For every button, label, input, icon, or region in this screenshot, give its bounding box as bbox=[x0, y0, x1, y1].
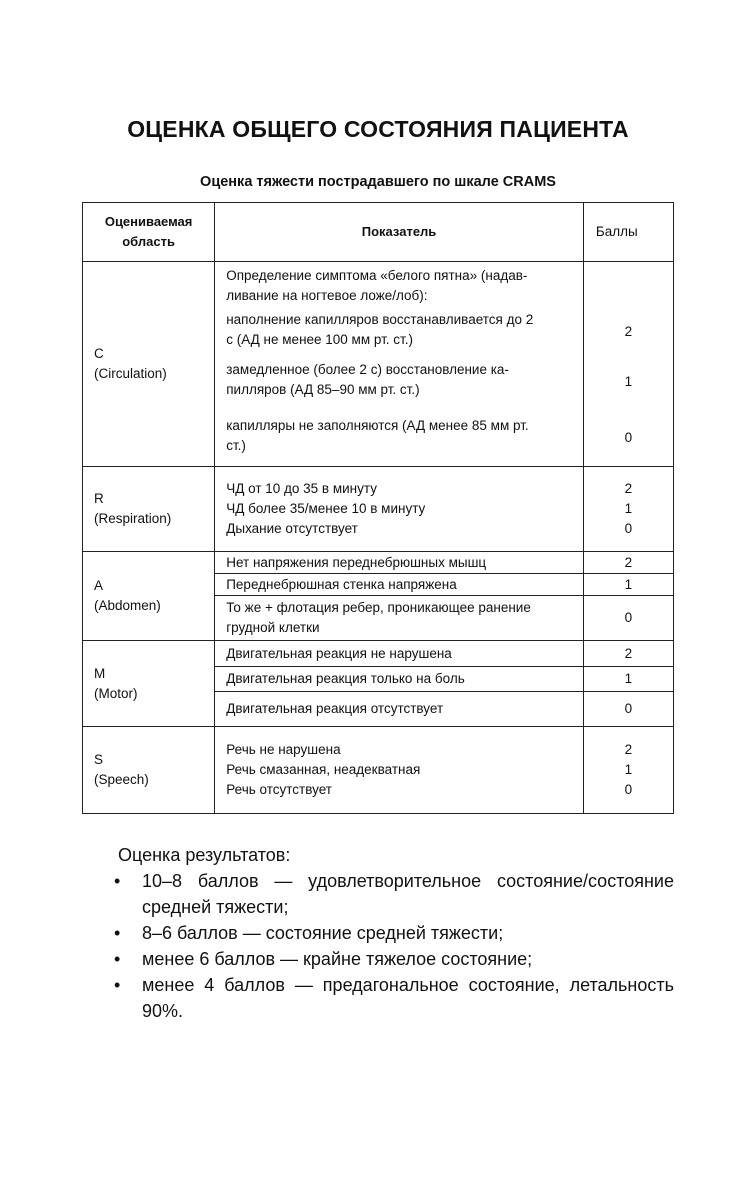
list-item-text: менее 6 баллов — крайне тяжелое состояние; bbox=[142, 949, 533, 969]
indicator-item: Речь отсутствует bbox=[226, 782, 332, 797]
indicator-respiration bbox=[215, 467, 584, 552]
header-area-line2: область bbox=[122, 234, 175, 249]
points-value: 1 bbox=[624, 762, 633, 777]
header-area bbox=[83, 203, 215, 262]
table-row-circulation bbox=[83, 262, 674, 467]
list-item-text: 8–6 баллов — состояние средней тяжести; bbox=[142, 923, 504, 943]
list-item bbox=[114, 972, 674, 1024]
bullet-icon: • bbox=[114, 975, 121, 995]
area-letter: A bbox=[94, 578, 104, 593]
indicator-item: ЧД более 35/менее 10 в минуту bbox=[226, 501, 426, 516]
points-value: 2 bbox=[583, 641, 673, 667]
list-item-text: 10–8 баллов — удовлетворительное состояние/состояние средней тяжести; bbox=[142, 871, 674, 917]
page-title: ОЦЕНКА ОБЩЕГО СОСТОЯНИЯ ПАЦИЕНТА bbox=[127, 116, 629, 142]
points-value: 0 bbox=[624, 521, 633, 536]
header-indicator: Показатель bbox=[215, 203, 584, 262]
text-line: пилляров (АД 85–90 мм рт. ст.) bbox=[226, 382, 420, 397]
area-letter: C bbox=[94, 346, 104, 361]
indicator-item bbox=[226, 416, 573, 456]
area-label: (Circulation) bbox=[94, 366, 167, 381]
bullet-icon: • bbox=[114, 871, 121, 891]
header-area-line1: Оцениваемая bbox=[104, 214, 193, 229]
text-line: ст.) bbox=[226, 438, 246, 453]
table-row-respiration bbox=[83, 467, 674, 552]
points-value: 2 bbox=[624, 481, 633, 496]
bullet-icon: • bbox=[114, 949, 121, 969]
indicator-item: Дыхание отсутствует bbox=[226, 521, 358, 536]
list-item bbox=[114, 920, 674, 946]
area-letter: S bbox=[94, 752, 104, 767]
table-caption: Оценка тяжести пострадавшего по шкале CRAMS bbox=[200, 174, 556, 190]
points-value: 2 bbox=[624, 324, 633, 339]
list-item bbox=[114, 946, 674, 972]
points-value: 0 bbox=[624, 430, 633, 445]
points-value: 1 bbox=[624, 501, 633, 516]
area-letter: M bbox=[94, 665, 106, 681]
indicator-item: Двигательная реакция не нарушена bbox=[215, 641, 584, 667]
points-value: 2 bbox=[583, 552, 673, 574]
list-item-text: менее 4 баллов — предагональное состояние, летальность 90%. bbox=[142, 975, 674, 1021]
results-section bbox=[114, 842, 674, 1024]
area-abdomen bbox=[83, 552, 215, 641]
text-line: капилляры не заполняются (АД менее 85 мм рт. bbox=[226, 418, 529, 433]
indicator-item: ЧД от 10 до 35 в минуту bbox=[226, 481, 377, 496]
table-row-speech bbox=[83, 727, 674, 814]
list-item bbox=[114, 868, 674, 920]
points-value: 2 bbox=[624, 742, 633, 757]
points-value: 0 bbox=[583, 596, 673, 641]
crams-table bbox=[82, 202, 674, 814]
results-heading: Оценка результатов: bbox=[118, 845, 291, 865]
indicator-item: Двигательная реакция отсутствует bbox=[215, 692, 584, 727]
indicator-item: Двигательная реакция только на боль bbox=[215, 667, 584, 692]
area-label: (Respiration) bbox=[94, 511, 172, 526]
points-value: 1 bbox=[583, 667, 673, 692]
text-line: с (АД не менее 100 мм рт. ст.) bbox=[226, 332, 413, 347]
indicator-item bbox=[226, 360, 573, 400]
area-speech bbox=[83, 727, 215, 814]
points-circulation bbox=[583, 262, 673, 467]
area-circulation bbox=[83, 262, 215, 467]
indicator-intro bbox=[226, 266, 573, 306]
text-line: грудной клетки bbox=[226, 620, 320, 635]
text-line: Определение симптома «белого пятна» (надав- bbox=[226, 268, 528, 283]
indicator-item bbox=[215, 596, 584, 641]
header-points: Баллы bbox=[583, 203, 673, 262]
indicator-item: Речь смазанная, неадекватная bbox=[226, 762, 421, 777]
indicator-item: Нет напряжения переднебрюшных мышц bbox=[215, 552, 584, 574]
points-speech bbox=[583, 727, 673, 814]
area-label: (Motor) bbox=[94, 685, 138, 701]
table-row-motor bbox=[83, 641, 674, 667]
area-respiration bbox=[83, 467, 215, 552]
indicator-item: Речь не нарушена bbox=[226, 742, 341, 757]
table-row-abdomen bbox=[83, 552, 674, 574]
text-line: замедленное (более 2 с) восстановление ка- bbox=[226, 362, 509, 377]
area-label: (Speech) bbox=[94, 772, 149, 787]
results-list bbox=[114, 868, 674, 1024]
text-line: ливание на ногтевое ложе/лоб): bbox=[226, 288, 428, 303]
points-value: 0 bbox=[624, 782, 633, 797]
table-header-row bbox=[83, 203, 674, 262]
points-value: 1 bbox=[624, 374, 633, 389]
indicator-circulation bbox=[215, 262, 584, 467]
area-label: (Abdomen) bbox=[94, 598, 161, 613]
area-motor bbox=[83, 641, 215, 727]
bullet-icon: • bbox=[114, 923, 121, 943]
indicator-speech bbox=[215, 727, 584, 814]
points-respiration bbox=[583, 467, 673, 552]
text-line: То же + флотация ребер, проникающее ранение bbox=[226, 600, 531, 615]
points-value: 1 bbox=[583, 574, 673, 596]
indicator-item bbox=[226, 310, 573, 350]
text-line: наполнение капилляров восстанавливается до 2 bbox=[226, 312, 534, 327]
points-value: 0 bbox=[583, 692, 673, 727]
area-letter: R bbox=[94, 491, 104, 506]
indicator-item: Переднебрюшная стенка напряжена bbox=[215, 574, 584, 596]
